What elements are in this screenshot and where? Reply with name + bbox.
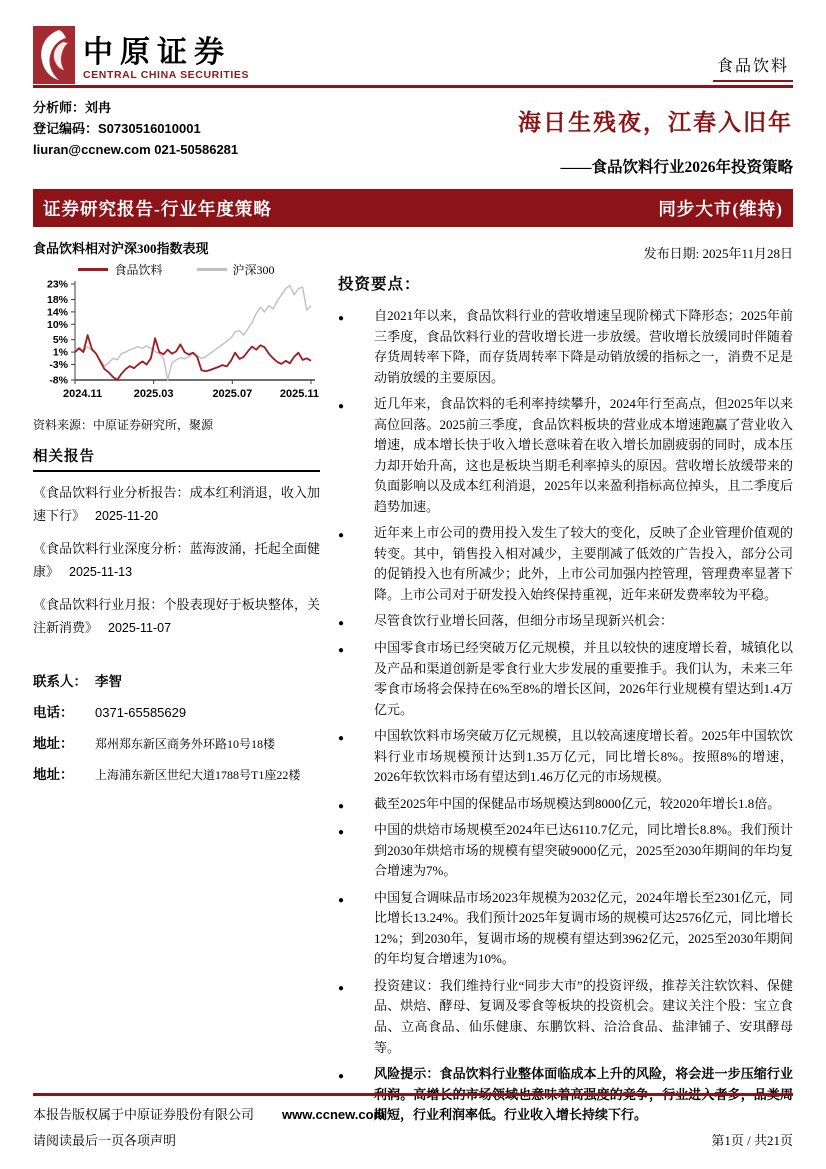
related-report-title: 《食品饮料行业深度分析：蓝海波涌，托起全面健康》 (33, 540, 320, 580)
key-point-text: 投资建议：我们维持行业“同步大市”的投资评级，推荐关注软饮料、保健品、烘焙、酵母、复调及零食等板块的投资机会。建议关注个股：宝立食品、立高食品、仙乐健康、东鹏饮料、洽洽食品、盐津铺子、安琪酵母等。 (374, 977, 793, 1055)
key-point-item (338, 638, 793, 720)
key-point-item (338, 888, 793, 970)
key-point-item (338, 726, 793, 788)
bullet-icon (338, 306, 374, 388)
rating-label: 同步大市(维持) (658, 198, 783, 219)
related-report-date: 2025-11-07 (108, 621, 172, 636)
sidebar (33, 235, 320, 1132)
related-report-title: 《食品饮料行业分析报告：成本红利消退，收入加速下行》 (33, 485, 320, 524)
key-point-text: 尽管食饮行业增长回落，但细分市场呈现新兴机会： (374, 613, 674, 629)
svg-text:2024.11: 2024.11 (63, 388, 103, 400)
page-title: 海日生残夜，江春入旧年 (518, 110, 793, 135)
key-point-item (338, 976, 793, 1058)
phone-row (33, 701, 320, 721)
analyst-line: 分析师：刘冉 (33, 100, 112, 115)
contact-block (33, 670, 320, 783)
address-label-2: 地址： (33, 766, 74, 782)
bullet-icon (338, 726, 374, 788)
key-point-item (338, 394, 793, 517)
chart-title: 食品饮料相对沪深300指数表现 (33, 241, 209, 256)
report-header (33, 26, 793, 177)
address-row-1 (33, 732, 320, 752)
report-type-label: 证券研究报告-行业年度策略 (43, 198, 272, 219)
svg-text:14%: 14% (46, 306, 68, 319)
bullet-icon (338, 638, 374, 720)
related-report-item (33, 481, 320, 528)
legend-item-food (78, 261, 162, 278)
key-point-text: 中国的烘焙市场规模至2024年已达6110.7亿元，同比增长8.8%。我们预计到2030年烘焙市场的规模有望突破9000亿元，2025至2030年期间的年均复合增速为7%。 (374, 822, 793, 879)
svg-text:18%: 18% (46, 293, 68, 306)
key-point-item (338, 794, 793, 815)
rating-banner (33, 189, 793, 227)
key-point-item (338, 820, 793, 882)
logo-swirl-icon (33, 26, 75, 84)
key-point-item (338, 611, 793, 632)
legend-swatch-hs300 (197, 268, 227, 271)
bullet-icon (338, 820, 374, 882)
legend-label-food: 食品饮料 (114, 263, 163, 277)
key-point-item (338, 306, 793, 388)
bullet-icon (338, 794, 374, 815)
related-report-title: 《食品饮料行业月报：个股表现好于板块整体，关注新消费》 (33, 596, 320, 636)
phone-number: 0371-65585629 (95, 704, 187, 720)
main-content (338, 235, 793, 1132)
page-subtitle: ——食品饮料行业2026年投资策略 (560, 159, 793, 176)
related-reports-list (33, 481, 320, 640)
page-footer (33, 1093, 793, 1149)
key-point-text: 自2021年以来，食品饮料行业的营收增速呈现阶梯式下降形态；2025年前三季度，食品饮料行业的营收增长进一步放缓。营收增长放缓同时伴随着存货周转率下降，而存货周转率下降是动销放缓的指标之一，消费不足是动销放缓的主要原因。 (374, 308, 793, 385)
legend-item-hs300 (197, 261, 275, 278)
related-report-item (33, 537, 320, 584)
legend-swatch-food (78, 268, 108, 271)
analyst-contact-line[interactable]: liuran@ccnew.com 021-50586281 (33, 141, 239, 157)
svg-text:-3%: -3% (49, 359, 68, 372)
bullet-icon (338, 976, 374, 1058)
key-point-text: 中国软饮料市场突破万亿元规模，且以较高速度增长着。2025年中国软饮料行业市场规模预计达到1.35万亿元，同比增长8%。按照8%的增速，2026年软饮料市场有望达到1.46万亿元的市场规模。 (374, 728, 793, 785)
svg-text:5%: 5% (52, 334, 68, 347)
key-points-heading: 投资要点： (338, 276, 421, 293)
header-divider (33, 85, 793, 88)
address-2: 上海浦东新区世纪大道1788号T1座22楼 (95, 767, 301, 782)
key-point-item (338, 523, 793, 605)
page-number: 第1页 / 共21页 (711, 1133, 793, 1148)
svg-text:2025.03: 2025.03 (133, 388, 174, 400)
key-point-text: 中国复合调味品市场2023年规模为2032亿元，2024年增长至2301亿元，同比增长13.24%。我们预计2025年复调市场的规模可达2576亿元，同比增长12%；到2030年，复调市场的规模有望达到3962亿元，2025至2030年期间的年均复合增速为10%。 (374, 889, 793, 967)
reg-code-line: 登记编码：S0730516010001 (33, 120, 201, 136)
chart-source: 资料来源：中原证券研究所，聚源 (33, 418, 214, 432)
address-1: 郑州郑东新区商务外环路10号18楼 (95, 736, 276, 751)
key-point-text: 中国零食市场已经突破万亿元规模，并且以较快的速度增长着，城镇化以及产品和渠道创新是零食行业大步发展的重要推手。我们认为，未来三年零食市场将会保持在6%至8%的增长区间，2026年行业规模有望达到1.4万亿元。 (374, 639, 793, 717)
svg-text:2025.11: 2025.11 (279, 388, 319, 400)
related-report-date: 2025-11-20 (95, 509, 159, 524)
svg-text:23%: 23% (46, 278, 68, 291)
contact-name: 李智 (95, 673, 122, 689)
key-point-text: 近年来上市公司的费用投入发生了较大的变化，反映了企业管理价值观的转变。其中，销售投入相对减少，主要削减了低效的广告投入，部分公司的促销投入也有所减少；此外，上市公司加强内控管理，管理费率显著下降。上市公司对于研发投入始终保持重视，近年来研发费率较为平稳。 (374, 525, 793, 602)
svg-text:2025.07: 2025.07 (212, 388, 253, 400)
legend-label-hs300: 沪深300 (232, 263, 275, 277)
bullet-icon (338, 888, 374, 970)
contact-label: 联系人： (33, 673, 87, 689)
chart-legend (33, 261, 320, 278)
company-logo (33, 26, 249, 84)
contact-person-row (33, 670, 320, 690)
related-reports-heading: 相关报告 (33, 445, 320, 472)
svg-text:1%: 1% (52, 346, 68, 359)
key-point-text: 近几年来，食品饮料的毛利率持续攀升，2024年行至高点，但2025年以来高位回落。2025前三季度，食品饮料板块的营业成本增速跑赢了营业收入增速，成本增长快于收入增长意味着在收入增长加剧疲弱的同时，成本压力却开始升高，这也是板块当期毛利率掉头的原因。营收增长放缓带来的负面影响以及成本红利消退，2025年以来盈利指标高位掉头，且二季度后趋势加速。 (374, 396, 793, 514)
related-report-item (33, 593, 320, 640)
logo-en-text: CENTRAL CHINA SECURITIES (83, 69, 250, 81)
svg-text:10%: 10% (46, 318, 68, 331)
key-point-text: 风险提示：食品饮料行业整体面临成本上升的风险，将会进一步压缩行业利润。高增长的市场领域也意味着高强度的竞争，行业进入者多，品类周期短，行业利润率低。行业收入增长持续下行。 (374, 1066, 793, 1123)
phone-label: 电话： (33, 704, 74, 720)
analyst-block (33, 98, 238, 177)
key-points-list (338, 306, 793, 1126)
related-report-date: 2025-11-13 (69, 565, 133, 580)
address-row-2 (33, 763, 320, 783)
disclaimer-text: 请阅读最后一页各项声明 (33, 1133, 177, 1148)
key-point-text: 截至2025年中国的保健品市场规模达到8000亿元，较2020年增长1.8倍。 (374, 795, 781, 811)
performance-chart (33, 278, 320, 408)
website-link[interactable]: www.ccnew.com (282, 1107, 386, 1122)
address-label-1: 地址： (33, 735, 74, 751)
logo-cn-text: 中原证券 (83, 36, 231, 69)
bullet-icon (338, 611, 374, 632)
sector-tag: 食品饮料 (713, 53, 793, 82)
svg-text:-8%: -8% (49, 374, 68, 387)
bullet-icon (338, 523, 374, 605)
copyright-text: 本报告版权属于中原证券股份有限公司 (33, 1107, 255, 1122)
publish-date: 发布日期: 2025年11月28日 (643, 246, 793, 261)
bullet-icon (338, 394, 374, 517)
